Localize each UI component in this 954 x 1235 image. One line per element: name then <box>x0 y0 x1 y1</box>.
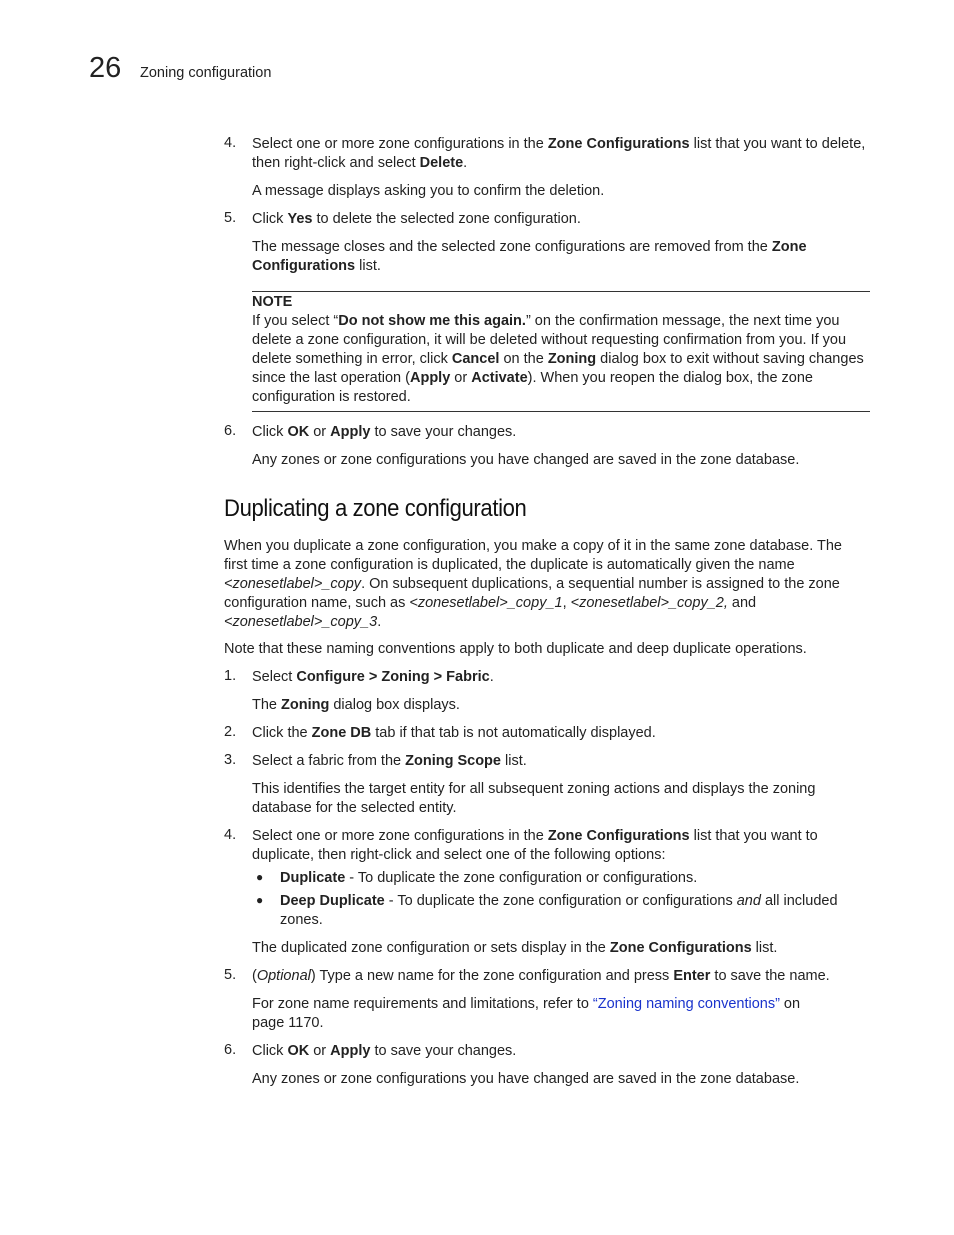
step-result: For zone name requirements and limitations, refer to “Zoning naming conventions” on page 1170. <box>252 996 801 1031</box>
chapter-title: Zoning configuration <box>140 65 272 81</box>
step-text: Select one or more zone configurations in the Zone Configurations list that you want to duplicate, then right-click and select one of the following options: <box>252 828 818 863</box>
step-result: The Zoning dialog box displays. <box>252 697 460 713</box>
bullet-icon: ● <box>256 893 264 907</box>
paragraph: Note that these naming conventions apply to both duplicate and deep duplicate operations. <box>224 641 807 657</box>
step-number: 6. <box>224 423 237 439</box>
step-number: 3. <box>224 752 237 768</box>
step-result: The message closes and the selected zone configurations are removed from the Zone Configurations list. <box>252 239 807 274</box>
note-label: NOTE <box>252 294 293 310</box>
step-text: Click Yes to delete the selected zone configuration. <box>252 211 581 227</box>
note-top-rule <box>252 291 870 292</box>
step-text: Select one or more zone configurations in the Zone Configurations list that you want to delete, then right-click and select Delete. <box>252 136 866 171</box>
step-result: A message displays asking you to confirm the deletion. <box>252 183 605 199</box>
step-number: 5. <box>224 967 237 983</box>
note-box: NOTE If you select “Do not show me this again.” on the confirmation message, the next time you delete a zone configuration, it will be deleted without requesting confirmation from you. If you delete something in error, click Cancel on the Zoning dialog box to exit without saving changes since the last operation (Apply or Activate). When you reopen the dialog box, the zone configuration is restored. <box>252 294 864 405</box>
section-heading: Duplicating a zone configuration <box>224 495 527 522</box>
step-result: This identifies the target entity for all subsequent zoning actions and displays the zoning database for the selected entity. <box>252 781 816 816</box>
step-number: 5. <box>224 210 237 226</box>
step-text: (Optional) Type a new name for the zone configuration and press Enter to save the name. <box>252 968 830 984</box>
list-item: Duplicate - To duplicate the zone configuration or configurations. <box>280 870 698 886</box>
step-text: Select Configure > Zoning > Fabric. <box>252 669 494 685</box>
step-text: Select a fabric from the Zoning Scope list. <box>252 753 527 769</box>
step-text: Click OK or Apply to save your changes. <box>252 424 517 440</box>
step-text: Click OK or Apply to save your changes. <box>252 1043 517 1059</box>
step-number: 2. <box>224 724 237 740</box>
step-result: Any zones or zone configurations you have changed are saved in the zone database. <box>252 452 800 468</box>
step-number: 1. <box>224 668 237 684</box>
ui-term: Configurations <box>252 258 356 274</box>
step-number: 4. <box>224 827 237 843</box>
step-number: 4. <box>224 135 237 151</box>
step-result: The duplicated zone configuration or sets display in the Zone Configurations list. <box>252 940 778 956</box>
chapter-number: 26 <box>89 52 122 84</box>
step-result: Any zones or zone configurations you have changed are saved in the zone database. <box>252 1071 800 1087</box>
ui-term: Yes <box>287 211 313 227</box>
step-number: 6. <box>224 1042 237 1058</box>
note-bottom-rule <box>252 411 870 412</box>
intro-paragraph: When you duplicate a zone configuration, you make a copy of it in the same zone database. The first time a zone configuration is duplicated, the duplicate is automatically given the name <zonesetlabel>_copy. On subsequent duplications, a sequential number is assigned to the zone configuration name, such as <zonesetlabel>_copy_1, <zonesetlabel>_copy_2, and <zonesetlabel>_copy_3. <box>224 538 842 630</box>
ui-term: Delete <box>419 155 464 171</box>
ui-term: Zone <box>771 239 807 255</box>
ui-term: Zone Configurations <box>547 136 690 152</box>
cross-reference-link[interactable]: “Zoning naming conventions” <box>592 996 780 1012</box>
step-text: Click the Zone DB tab if that tab is not automatically displayed. <box>252 725 656 741</box>
bullet-icon: ● <box>256 870 264 884</box>
list-item: Deep Duplicate - To duplicate the zone configuration or configurations and all included zones. <box>280 893 838 928</box>
